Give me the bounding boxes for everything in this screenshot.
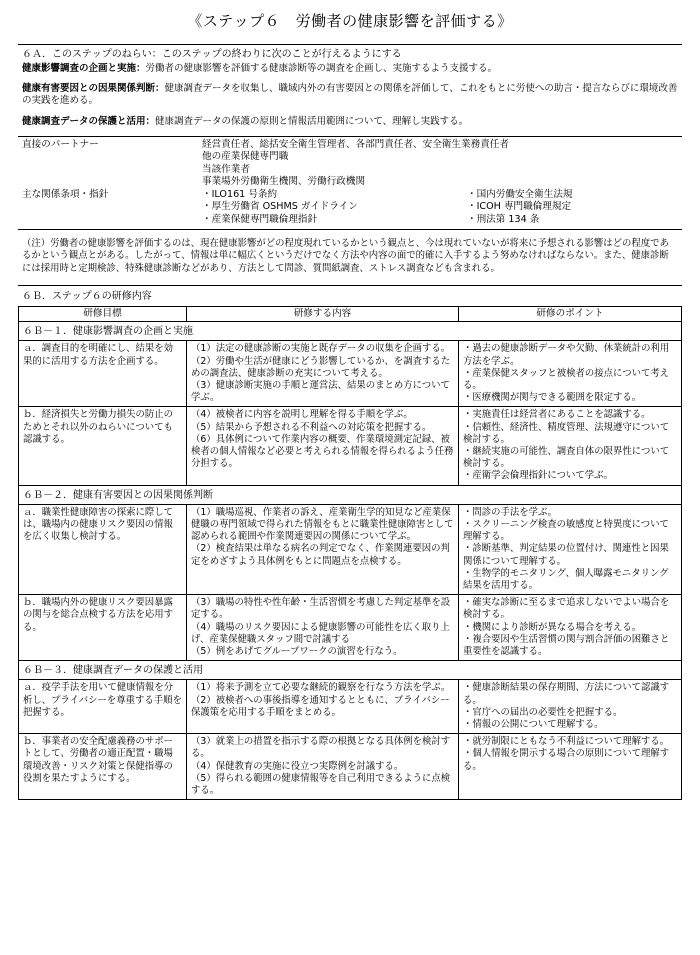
point-item: ・確実な診断に至るまで追求しないでよい場合を検討する。 <box>463 597 670 621</box>
goal-cell: ａ．疫学手法を用いて健康情報を分析し、プライバシーを尊重する手順を把握する。 <box>19 680 187 734</box>
partners-and-laws <box>18 136 682 230</box>
point-item: ・診断基準、判定結果の位置付け、関連性と因果関係について理解する。 <box>463 543 669 567</box>
point-item: ・個人情報を開示する場合の原則について理解する。 <box>463 748 670 772</box>
point-item: ・就労制限にともなう不利益について理解する。 <box>463 736 670 748</box>
aim-text: 健康調査データを収集し、職域内外の有害要因との関係を評価して、これをもとに労使への助言・提言ならびに環境改善の実践を進める。 <box>22 82 678 107</box>
column-header-points: 研修のポイント <box>459 306 682 321</box>
law-item: ・ILO161 号条約 <box>202 188 278 200</box>
subsection-heading: ６Ｂ－３．健康調査データの保護と活用 <box>18 661 682 679</box>
law-item: ・厚生労働省 OSHMS ガイドライン <box>202 201 358 213</box>
law-item: ・ICOH 専門職倫理規定 <box>467 201 572 213</box>
content-item: （4）職場のリスク要因による健康影響の可能性を広く取り上げ、産業保健職スタッフ間で討議する <box>191 621 450 645</box>
point-item: ・継続実施の可能性、調査自体の限界性について検討する。 <box>463 446 670 470</box>
section-6a-heading: ６Ａ．このステップのねらい：このステップの終わりに次のことが行えるようにする <box>18 44 682 63</box>
partners-row <box>22 139 678 189</box>
points-cell <box>459 341 682 407</box>
content-item: （2）労働や生活が健康にどう影響しているか、を調査するための調査法、健康診断の充実について考える。 <box>191 355 451 379</box>
table-row <box>19 341 682 407</box>
content-cell <box>187 341 459 407</box>
aims-block <box>18 63 682 128</box>
subsection-heading: ６Ｂ－２．健康有害要因との因果関係判断 <box>18 486 682 504</box>
aim-text: 健康調査データの保護の原則と情報活用範囲について、理解し実践する。 <box>155 115 469 127</box>
aim-label: 健康影響調査の企画と実施： <box>22 62 146 74</box>
table-row <box>19 595 682 661</box>
section-6b-heading: ６Ｂ．ステップ６の研修内容 <box>18 285 682 306</box>
aim-item <box>18 116 682 128</box>
table-row <box>19 407 682 485</box>
points-cell <box>459 680 682 734</box>
laws-column-left <box>202 189 467 226</box>
content-item: （2）検査結果は単なる病名の判定でなく、作業関連要因の判定をめざすよう具体例をもとに問題点を点検する。 <box>191 543 450 567</box>
point-item: ・過去の健康診断データや欠勤、休業統計の利用方法を学ぶ。 <box>463 343 670 367</box>
point-item: ・産業保健スタッフと被検者の接点について考える。 <box>463 367 670 391</box>
column-header-row <box>19 306 682 321</box>
partner-item: 経営責任者、総括安全衛生管理者、各部門責任者、安全衛生業務責任者 <box>202 138 509 150</box>
content-item: （4）被検者に内容を説明し理解を得る手順を学ぶ。 <box>191 409 413 421</box>
aim-label: 健康有害要因との因果関係判断： <box>22 82 165 94</box>
content-item: （3）健康診断実施の手順と運営法、結果のまとめ方について学ぶ。 <box>191 379 450 404</box>
table-row <box>19 680 682 734</box>
content-cell <box>187 407 459 485</box>
laws-row <box>22 189 678 226</box>
point-item: ・官庁への届出の必要性を把握する。 <box>463 706 623 718</box>
page-title: 《ステップ６ 労働者の健康影響を評価する》 <box>187 12 513 30</box>
points-cell <box>459 407 682 485</box>
aim-label: 健康調査データの保護と活用： <box>22 115 156 127</box>
aim-text: 労働者の健康影響を評価する健康診断等の調査を企画し、実施するよう支援する。 <box>145 62 498 74</box>
point-item: ・スクリーニング検査の敏感度と特異度について理解する。 <box>463 518 669 543</box>
laws-label: 主な関係条項・指針 <box>22 188 109 200</box>
point-item: ・医療機関が関与できる範囲を限定する。 <box>463 392 642 404</box>
subsection-heading: ６Ｂ－１．健康影響調査の企画と実施 <box>18 322 682 340</box>
content-item: （2）被検者への事後指導を通知するとともに、プライバシー保護策を応用する手順をまとめる。 <box>191 694 450 718</box>
curriculum-groups <box>18 322 682 800</box>
content-item: （5）例をあげてグループワークの演習を行なう。 <box>191 646 403 658</box>
goal-cell: ａ．調査目的を明確にし、結果を効果的に活用する方法を企画する。 <box>19 341 187 407</box>
column-header-goal: 研修目標 <box>19 306 187 321</box>
points-cell <box>459 734 682 800</box>
points-cell <box>459 595 682 661</box>
partner-item: 事業場外労働衛生機関、労働行政機関 <box>202 176 366 188</box>
goal-cell: ｂ．職場内外の健康リスク要因暴露の関与を総合点検する方法を応用する。 <box>19 595 187 661</box>
content-item: （5）得られる範囲の健康情報等を自己利用できるように点検する。 <box>191 772 451 797</box>
curriculum-table <box>18 504 682 662</box>
curriculum-table <box>18 679 682 800</box>
point-item: ・生物学的モニタリング、個人曝露モニタリング結果を活用する。 <box>463 567 669 591</box>
goal-cell: ａ．職業性健康障害の探索に際しては、職場内の健康リスク要因の情報を広く収集し検討する。 <box>19 504 187 595</box>
goal-cell: ｂ．経済損失と労働力損失の防止のためとそれ以外のねらいについても認識する。 <box>19 407 187 485</box>
curriculum-header-table <box>18 306 682 322</box>
aim-item <box>18 83 682 108</box>
point-item: ・機関により診断が異なる場合を考える。 <box>463 621 642 633</box>
content-item: （4）保健教育の実施に役立つ実際例を討議する。 <box>191 760 404 772</box>
note-paragraph: （注）労働者の健康影響を評価するのは、現在健康影響がどの程度現れているかという観点と、今は現れていないが将来に予想される影響はどの程度であるかという観点とがある。したがって、情報は単に幅広くというだけでなく方法や内容の面で的確に入手するよう努めなければならない。また、健康診断には採用時と定期検診、特殊健康診断などがあり、方法として問診、質問紙調査、ストレス調査なども含まれる。 <box>22 238 669 274</box>
content-cell <box>187 595 459 661</box>
content-item: （1）職場巡視、作業者の訴え、産業衛生学的知見など産業保健職の専門領域で得られた情報をもとに職業性健康障害として認められる範囲や作業関連要因の関係について学ぶ。 <box>191 506 454 543</box>
point-item: ・複合要因や生活習慣の関与割合評価の困難さと重要性を認識する。 <box>463 633 670 658</box>
laws-list <box>202 189 678 226</box>
point-item: ・情報の公開について理解する。 <box>463 718 604 730</box>
content-cell <box>187 680 459 734</box>
points-cell <box>459 504 682 595</box>
content-item: （1）将来予測を立て必要な継続的観察を行なう方法を学ぶ。 <box>191 682 451 694</box>
point-item: ・産衛学会倫理指針について学ぶ。 <box>463 470 614 482</box>
goal-cell: ｂ．事業者の安全配慮義務のサポートとして、労働者の適正配置・職場環境改善・リスク対策と保健指導の役割を果たすようにする。 <box>19 734 187 800</box>
content-item: （1）法定の健康診断の実施と既存データの収集を企画する。 <box>191 343 451 355</box>
point-item: ・問診の手法を学ぶ。 <box>463 506 557 518</box>
point-item: ・健康診断結果の保存期間、方法について認識する。 <box>463 682 670 706</box>
point-item: ・信頼性、経済性、精度管理、法規遵守について検討する。 <box>463 421 670 445</box>
laws-column-right <box>467 189 678 226</box>
law-item: ・国内労働安全衛生法規 <box>467 188 573 200</box>
content-cell <box>187 504 459 595</box>
column-header-content: 研修する内容 <box>187 306 459 321</box>
content-item: （3）職場の特性や性年齢・生活習慣を考慮した判定基準を設定する。 <box>191 597 451 621</box>
partner-item: 当該作業者 <box>202 163 250 175</box>
partners-list <box>202 139 678 189</box>
content-item: （5）結果から予想される不利益への対応策を把握する。 <box>191 421 432 433</box>
partners-label: 直接のパートナー <box>22 138 99 150</box>
content-cell <box>187 734 459 800</box>
table-row <box>19 734 682 800</box>
content-item: （6）具体例について作業内容の概要、作業環境測定記録、被検者の個人情報など必要と考えられる情報を得られるよう任務分担する。 <box>191 433 454 470</box>
partner-item: 他の産業保健専門職 <box>202 151 289 163</box>
content-item: （3）就業上の措置を指示する際の根拠となる具体例を検討する。 <box>191 736 451 760</box>
table-row <box>19 504 682 595</box>
point-item: ・実施責任は経営者にあることを認識する。 <box>463 409 651 421</box>
law-item: ・産業保健専門職倫理指針 <box>202 213 318 225</box>
aim-item <box>18 63 682 75</box>
curriculum-table <box>18 340 682 485</box>
law-item: ・刑法第 134 条 <box>467 213 540 225</box>
